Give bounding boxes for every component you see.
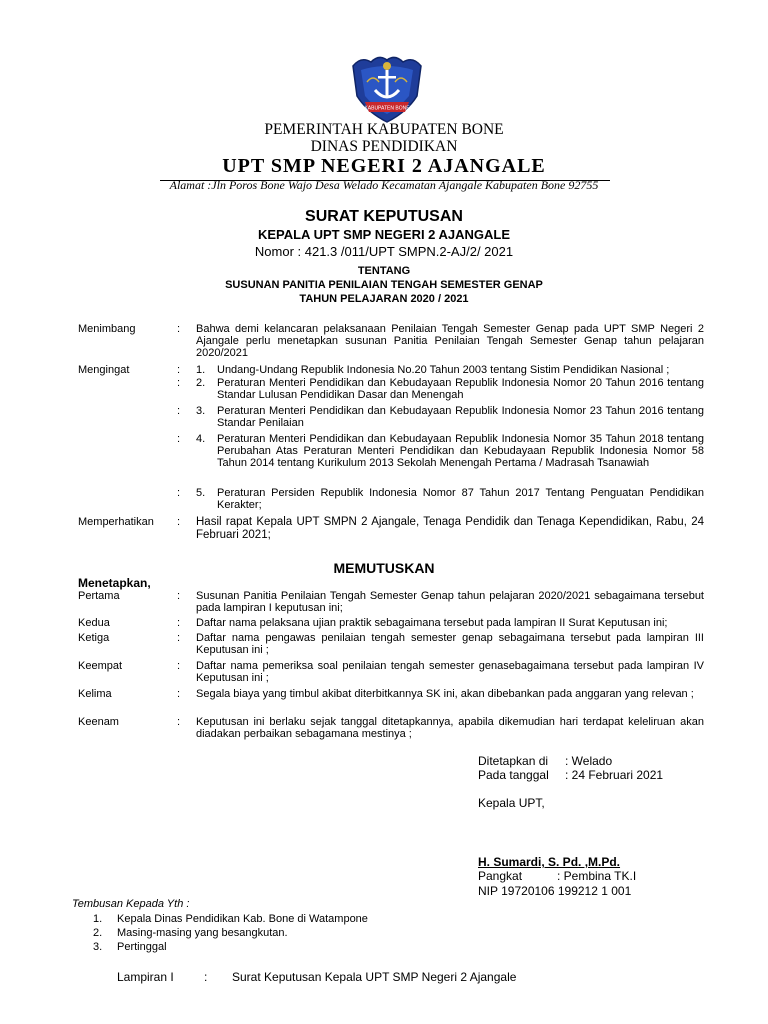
school-heading: UPT SMP NEGERI 2 AJANGALE bbox=[222, 155, 546, 177]
mengingat-number: 4. bbox=[196, 433, 206, 445]
mengingat-item: Peraturan Menteri Pendidikan dan Kebudayaan Republik Indonesia Nomor 20 Tahun 2016 tentang Standar Lulusan Pendidikan Dasar dan Menengah bbox=[217, 377, 704, 401]
decision-text: Daftar nama pelaksana ujian praktik sebagaimana tersebut pada lampiran II Surat Keputusan ini; bbox=[196, 617, 668, 629]
decision-label: Kedua bbox=[78, 617, 110, 629]
colon: : bbox=[177, 716, 181, 728]
tanggal-label: Pada tanggal bbox=[478, 768, 549, 782]
pangkat-value: : Pembina TK.I bbox=[557, 869, 637, 883]
decision-text: Susunan Panitia Penilaian Tengah Semester Genap tahun pelajaran 2020/2021 sebagaimana tersebut pada lampiran I keputusan ini; bbox=[196, 590, 704, 614]
colon: : bbox=[177, 433, 181, 445]
colon: : bbox=[177, 688, 181, 700]
dinas-heading: DINAS PENDIDIKAN bbox=[310, 138, 458, 155]
memutuskan-heading: MEMUTUSKAN bbox=[333, 560, 435, 576]
school-address: Alamat :Jln Poros Bone Wajo Desa Welado Kecamatan Ajangale Kabupaten Bone 92755 bbox=[169, 178, 599, 192]
colon: : bbox=[177, 590, 181, 602]
menetapkan-label: Menetapkan, bbox=[78, 576, 151, 590]
subject-line: SUSUNAN PANITIA PENILAIAN TENGAH SEMESTER GENAP bbox=[225, 279, 543, 291]
mengingat-number: 3. bbox=[196, 405, 206, 417]
colon: : bbox=[177, 617, 181, 629]
signer-nip: NIP 19720106 199212 1 001 bbox=[478, 884, 632, 898]
mengingat-item: Peraturan Persiden Republik Indonesia Nomor 87 Tahun 2017 Tentang Penguatan Pendidikan Kerakter; bbox=[217, 487, 704, 511]
decision-text: Keputusan ini berlaku sejak tanggal ditetapkannya, apabila dikemudian hari terdapat keleliruan akan diadakan perbaikan sebagamana mestinya ; bbox=[196, 716, 704, 740]
menimbang-label: Menimbang bbox=[78, 323, 136, 335]
tembusan-item: Kepala Dinas Pendidikan Kab. Bone di Watampone bbox=[117, 913, 368, 925]
tembusan-heading: Tembusan Kepada Yth : bbox=[72, 898, 190, 910]
tembusan-number: 1. bbox=[93, 913, 103, 925]
menimbang-text: Bahwa demi kelancaran pelaksanaan Penilaian Tengah Semester Genap pada UPT SMP Negeri 2 Ajangale perlu menetapkan susunan Panitia Penilaian Tengah Semester Genap tahun pelajaran 2020/2021 bbox=[196, 323, 704, 359]
mengingat-number: 2. bbox=[196, 377, 206, 389]
decision-label: Ketiga bbox=[78, 632, 110, 644]
decision-text: Segala biaya yang timbul akibat diterbitkannya SK ini, akan dibebankan pada anggaran yang relevan ; bbox=[196, 688, 694, 700]
emblem-caption: KABUPATEN BONE bbox=[364, 105, 410, 112]
tentang-heading: TENTANG bbox=[357, 265, 411, 277]
decision-label: Keempat bbox=[78, 660, 123, 672]
colon: : bbox=[177, 364, 181, 376]
signer-name: H. Sumardi, S. Pd. ,M.Pd. bbox=[478, 855, 621, 869]
colon: : bbox=[177, 377, 181, 389]
signer-position: Kepala UPT, bbox=[478, 796, 545, 810]
mengingat-item: Peraturan Menteri Pendidikan dan Kebudayaan Republik Indonesia Nomor 35 Tahun 2018 tentang Perubahan Atas Peraturan Menteri Pendidikan dan Kebudayaan Republik Indonesia Nomor 58 Tahun 2014 tentang Kurikulum 2013 Sekolah Menengah Pertama / Madrasah Tsanawiah bbox=[217, 433, 704, 469]
pangkat-label: Pangkat bbox=[478, 869, 523, 883]
mengingat-number: 5. bbox=[196, 487, 206, 499]
tembusan-item: Pertinggal bbox=[117, 941, 167, 953]
mengingat-item: Undang-Undang Republik Indonesia No.20 Tahun 2003 tentang Sistim Pendidikan Nasional ; bbox=[217, 364, 670, 376]
issuer-heading: KEPALA UPT SMP NEGERI 2 AJANGALE bbox=[257, 227, 511, 242]
colon: : bbox=[177, 660, 181, 672]
tembusan-number: 2. bbox=[93, 927, 103, 939]
ditetapkan-label: Ditetapkan di bbox=[478, 754, 549, 768]
academic-year-line: TAHUN PELAJARAN 2020 / 2021 bbox=[299, 293, 469, 305]
colon: : bbox=[177, 405, 181, 417]
tembusan-item: Masing-masing yang besangkutan. bbox=[117, 927, 288, 939]
letter-number: Nomor : 421.3 /011/UPT SMPN.2-AJ/2/ 2021 bbox=[254, 244, 514, 259]
decision-text: Daftar nama pengawas penilaian tengah semester genap sebagaimana tersebut pada lampiran III Keputusan ini ; bbox=[196, 632, 704, 656]
decision-text: Daftar nama pemeriksa soal penilaian tengah semester genasebagaimana tersebut pada lampiran IV Keputusan ini ; bbox=[196, 660, 704, 684]
colon: : bbox=[177, 487, 181, 499]
pemerintah-heading: PEMERINTAH KABUPATEN BONE bbox=[264, 121, 504, 138]
mengingat-number: 1. bbox=[196, 364, 206, 376]
kabupaten-bone-emblem bbox=[347, 52, 427, 126]
lampiran-text: Surat Keputusan Kepala UPT SMP Negeri 2 Ajangale bbox=[232, 970, 517, 984]
decision-label: Kelima bbox=[78, 688, 112, 700]
ditetapkan-value: : Welado bbox=[565, 754, 613, 768]
memperhatikan-text: Hasil rapat Kepala UPT SMPN 2 Ajangale, Tenaga Pendidik dan Tenaga Kependidikan, Rabu, 24 Februari 2021; bbox=[196, 516, 704, 541]
lampiran-label: Lampiran I bbox=[117, 970, 174, 984]
decision-label: Pertama bbox=[78, 590, 120, 602]
tanggal-value: : 24 Februari 2021 bbox=[565, 768, 664, 782]
colon: : bbox=[177, 323, 181, 335]
memperhatikan-label: Memperhatikan bbox=[78, 516, 154, 528]
mengingat-item: Peraturan Menteri Pendidikan dan Kebudayaan Republik Indonesia Nomor 23 Tahun 2016 tentang Standar Penilaian bbox=[217, 405, 704, 429]
colon: : bbox=[177, 632, 181, 644]
mengingat-label: Mengingat bbox=[78, 364, 130, 376]
tembusan-number: 3. bbox=[93, 941, 103, 953]
colon: : bbox=[177, 516, 181, 528]
decision-label: Keenam bbox=[78, 716, 119, 728]
lampiran-colon: : bbox=[204, 970, 208, 984]
document-title: SURAT KEPUTUSAN bbox=[305, 208, 463, 225]
